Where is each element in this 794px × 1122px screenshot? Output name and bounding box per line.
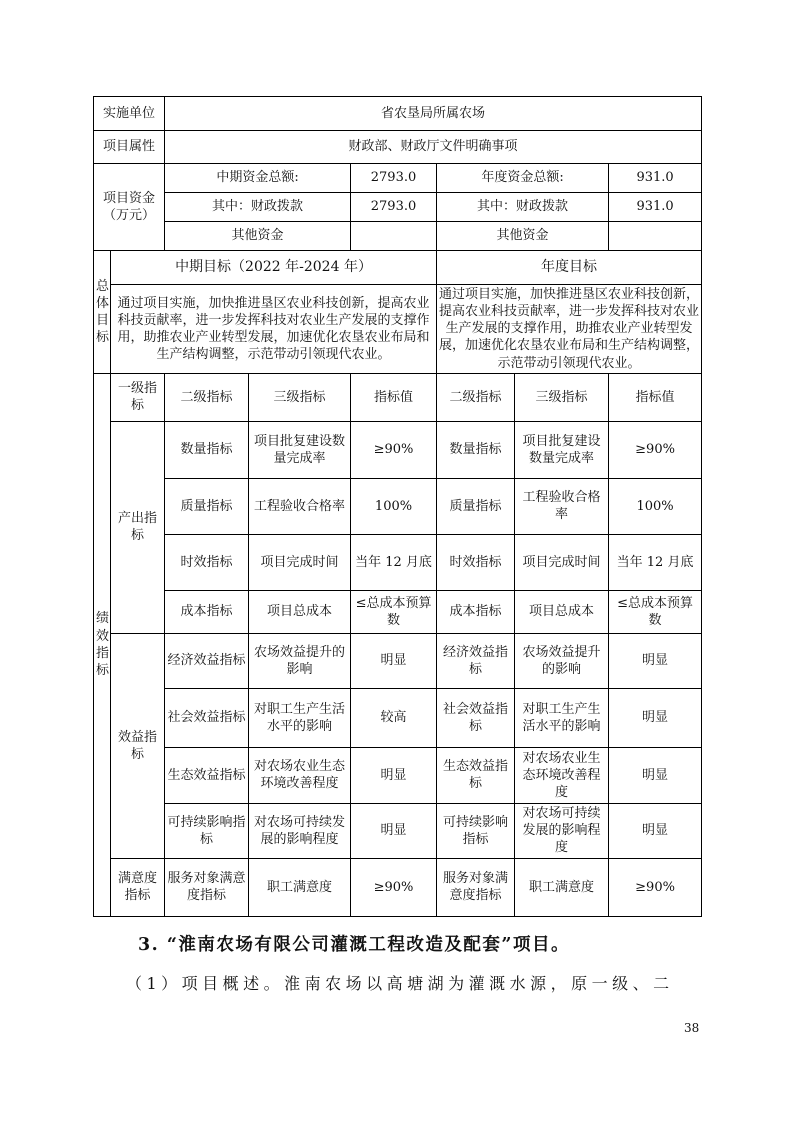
l2-mid-cell: 时效指标 [165, 534, 249, 590]
l2-year-cell: 生态效益指标 [437, 747, 515, 803]
l2-mid-cell: 服务对象满意度指标 [165, 858, 249, 916]
value-year-cell: ≥90% [609, 421, 702, 478]
page-number: 38 [684, 1021, 700, 1035]
value-mid-cell: ≤总成本预算数 [351, 590, 437, 633]
perf-header-level1-cell: 一级指标 [111, 373, 165, 421]
impl-unit-label-cell: 实施单位 [94, 97, 165, 131]
attribute-label-cell: 项目属性 [94, 131, 165, 164]
year-goal-header-cell: 年度目标 [437, 251, 702, 285]
l3-year-cell: 项目总成本 [515, 590, 609, 633]
l3-year-cell: 项目批复建设数量完成率 [515, 421, 609, 478]
section-heading: 3. “淮南农场有限公司灌溉工程改造及配套”项目。 [138, 935, 570, 955]
year-other-value-cell [609, 222, 702, 251]
value-mid-cell: ≥90% [351, 858, 437, 916]
year-goal-text-cell: 通过项目实施，加快推进垦区农业科技创新，提高农业科技贡献率，进一步发挥科技对农业生产发展的支撑作用，助推农业产业转型发展，加速优化农垦农业布局和生产结构调整，示范带动引领现代农业。 [437, 285, 702, 374]
l3-mid-cell: 工程验收合格率 [249, 478, 351, 534]
l2-year-cell: 数量指标 [437, 421, 515, 478]
project-performance-table [93, 96, 702, 917]
group-output-cell: 产出指标 [111, 421, 165, 633]
value-mid-cell: 当年 12 月底 [351, 534, 437, 590]
value-mid-cell: 较高 [351, 688, 437, 747]
funding-label-cell: 项目资金（万元） [94, 164, 165, 251]
l3-mid-cell: 项目完成时间 [249, 534, 351, 590]
l3-mid-cell: 职工满意度 [249, 858, 351, 916]
value-mid-cell: ≥90% [351, 421, 437, 478]
l3-year-cell: 对农场可持续发展的影响程度 [515, 803, 609, 858]
perf-header-level2-year-cell: 二级指标 [437, 373, 515, 421]
l2-mid-cell: 质量指标 [165, 478, 249, 534]
perf-row-label-cell: 绩效指标 [94, 373, 111, 916]
l3-mid-cell: 农场效益提升的影响 [249, 633, 351, 688]
l3-year-cell: 工程验收合格率 [515, 478, 609, 534]
l2-year-cell: 服务对象满意度指标 [437, 858, 515, 916]
l3-year-cell: 农场效益提升的影响 [515, 633, 609, 688]
year-fiscal-label-cell: 其中：财政拨款 [437, 193, 609, 222]
perf-header-level2-mid-cell: 二级指标 [165, 373, 249, 421]
perf-header-level3-year-cell: 三级指标 [515, 373, 609, 421]
mid-fiscal-value-cell: 2793.0 [351, 193, 437, 222]
year-total-value-cell: 931.0 [609, 164, 702, 193]
mid-goal-text-cell: 通过项目实施，加快推进垦区农业科技创新，提高农业科技贡献率，进一步发挥科技对农业生产发展的支撑作用，助推农业产业转型发展，加速优化农垦农业布局和生产结构调整，示范带动引领现代农业。 [111, 285, 437, 374]
value-year-cell: 100% [609, 478, 702, 534]
value-year-cell: 明显 [609, 747, 702, 803]
l2-year-cell: 可持续影响指标 [437, 803, 515, 858]
year-fiscal-value-cell: 931.0 [609, 193, 702, 222]
value-year-cell: ≥90% [609, 858, 702, 916]
l3-year-cell: 对职工生产生活水平的影响 [515, 688, 609, 747]
l2-year-cell: 社会效益指标 [437, 688, 515, 747]
year-other-label-cell: 其他资金 [437, 222, 609, 251]
value-year-cell: 明显 [609, 633, 702, 688]
mid-fiscal-label-cell: 其中：财政拨款 [165, 193, 351, 222]
mid-other-value-cell [351, 222, 437, 251]
l2-mid-cell: 社会效益指标 [165, 688, 249, 747]
l2-year-cell: 质量指标 [437, 478, 515, 534]
l3-mid-cell: 对农场可持续发展的影响程度 [249, 803, 351, 858]
body-paragraph: （1）项目概述。淮南农场以高塘湖为灌溉水源，原一级、二 [126, 974, 674, 993]
attribute-value-cell: 财政部、财政厅文件明确事项 [165, 131, 702, 164]
mid-total-label-cell: 中期资金总额: [165, 164, 351, 193]
l2-year-cell: 时效指标 [437, 534, 515, 590]
value-year-cell: 明显 [609, 688, 702, 747]
l2-mid-cell: 成本指标 [165, 590, 249, 633]
impl-unit-value-cell: 省农垦局所属农场 [165, 97, 702, 131]
value-year-cell: ≤总成本预算数 [609, 590, 702, 633]
value-year-cell: 当年 12 月底 [609, 534, 702, 590]
overall-goal-row-label-cell: 总体目标 [94, 251, 111, 374]
l3-mid-cell: 项目总成本 [249, 590, 351, 633]
l2-year-cell: 经济效益指标 [437, 633, 515, 688]
value-mid-cell: 明显 [351, 633, 437, 688]
mid-total-value-cell: 2793.0 [351, 164, 437, 193]
value-mid-cell: 100% [351, 478, 437, 534]
value-mid-cell: 明显 [351, 747, 437, 803]
l2-year-cell: 成本指标 [437, 590, 515, 633]
l2-mid-cell: 数量指标 [165, 421, 249, 478]
l3-year-cell: 职工满意度 [515, 858, 609, 916]
value-mid-cell: 明显 [351, 803, 437, 858]
l3-year-cell: 项目完成时间 [515, 534, 609, 590]
l3-year-cell: 对农场农业生态环境改善程度 [515, 747, 609, 803]
l2-mid-cell: 经济效益指标 [165, 633, 249, 688]
mid-other-label-cell: 其他资金 [165, 222, 351, 251]
l2-mid-cell: 生态效益指标 [165, 747, 249, 803]
group-satisfaction-cell: 满意度指标 [111, 858, 165, 916]
l3-mid-cell: 对职工生产生活水平的影响 [249, 688, 351, 747]
l3-mid-cell: 对农场农业生态环境改善程度 [249, 747, 351, 803]
l3-mid-cell: 项目批复建设数量完成率 [249, 421, 351, 478]
perf-header-level3-mid-cell: 三级指标 [249, 373, 351, 421]
perf-header-value-mid-cell: 指标值 [351, 373, 437, 421]
group-benefit-cell: 效益指标 [111, 633, 165, 858]
mid-goal-header-cell: 中期目标（2022 年-2024 年） [111, 251, 437, 285]
l2-mid-cell: 可持续影响指标 [165, 803, 249, 858]
value-year-cell: 明显 [609, 803, 702, 858]
perf-header-value-year-cell: 指标值 [609, 373, 702, 421]
year-total-label-cell: 年度资金总额: [437, 164, 609, 193]
